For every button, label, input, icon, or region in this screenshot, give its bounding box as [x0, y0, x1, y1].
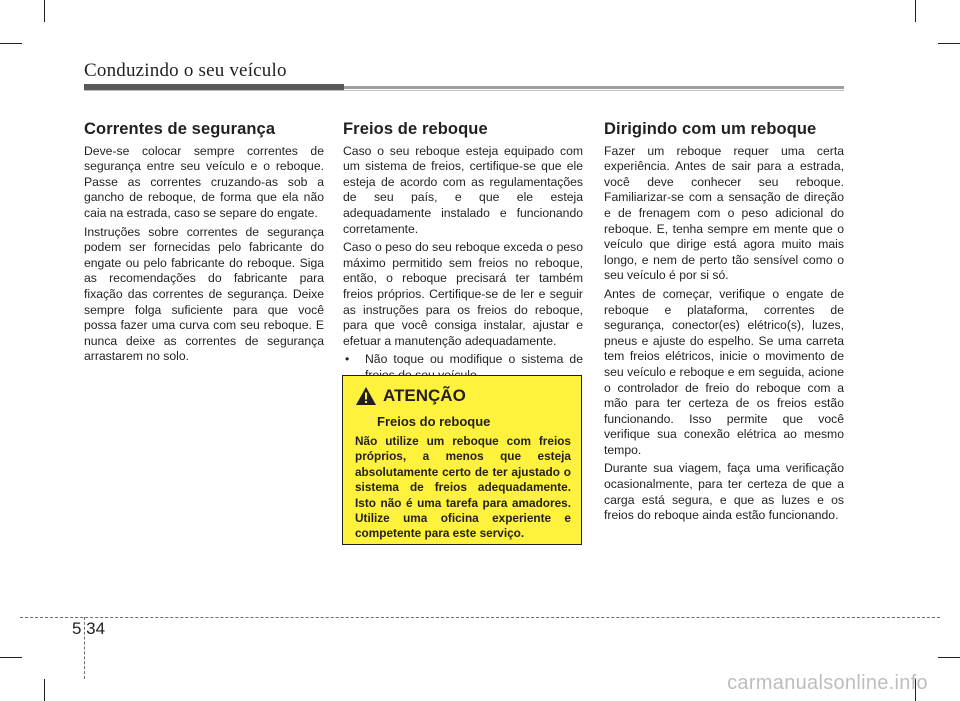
page-number: 5 34: [72, 619, 106, 638]
warning-triangle-icon: [355, 386, 377, 406]
warning-subtitle: Freios do reboque: [377, 414, 491, 429]
crop-mark: [0, 657, 22, 658]
section-heading: Freios de reboque: [343, 120, 488, 138]
paragraph: Durante sua viagem, faça uma verificação ocasionalmente, para ter certeza de que a carga está segura, e que as luzes e os freios do reboque ainda estão funcionando.: [604, 461, 844, 523]
column-middle: [343, 122, 583, 384]
header-rule: [84, 90, 844, 91]
section-heading: Dirigindo com um reboque: [604, 120, 817, 138]
page-header-title: Conduzindo o seu veículo: [84, 60, 287, 81]
paragraph: Caso o peso do seu reboque exceda o peso máximo permitido sem freios no reboque, então, o reboque precisará ter também freios próprios. Certifique-se de ler e seguir as instruções para os freios do reboque, para que você consiga instalar, ajustar e efetuar a manutenção adequadamente.: [343, 240, 583, 348]
paragraph: Antes de começar, verifique o engate de reboque e plataforma, correntes de segurança, conector(es) elétrico(s), luzes, pneus e ajuste do espelho. Se uma carreta tem freios elétricos, inicie o movimento de seu veículo e reboque e em seguida, acione o controlador de freio do reboque com a mão para ter certeza de os freios estão funcionando. Isso permite que você verifique sua conexão elétrica ao mesmo tempo.: [604, 286, 844, 457]
paragraph: Instruções sobre correntes de segurança podem ser fornecidas pelo fabricante do engate ou pelo fabricante do reboque. Siga as recomendações do fabricante para fixação das correntes de segurança. Deixe sempre folga suficiente para que você possa fazer uma curva com seu reboque. E nunca deixe as correntes de segurança arrastarem no solo.: [84, 224, 324, 364]
crop-mark: [0, 43, 22, 44]
warning-body: Não utilize um reboque com freios próprios, a menos que esteja absolutamente certo de ter ajustado o sistema de freios adequadamente. Isto não é uma tarefa para amadores. Utilize uma oficina experiente e competente para este serviço.: [355, 434, 571, 541]
crop-mark: [44, 0, 45, 22]
paragraph: Deve-se colocar sempre correntes de segurança entre seu veículo e o reboque. Passe as correntes cruzando-as sob a gancho de reboque, de forma que ela não caia na estrada, caso se separe do engate.: [84, 143, 324, 220]
warning-title: ATENÇÃO: [383, 386, 466, 405]
bullet-icon: •: [345, 352, 350, 367]
section-heading: Correntes de segurança: [84, 120, 276, 138]
crop-mark: [938, 657, 960, 658]
crop-mark: [938, 43, 960, 44]
paragraph: Fazer um reboque requer uma certa experiência. Antes de sair para a estrada, você deve conhecer seu reboque. Familiarizar-se com a sensação de direção e de frenagem com o peso adicional do reboque. E, tenha sempre em mente que o veículo que dirige está agora muito mais longo, e nem de perto tão sensível como o seu veículo é por si só.: [604, 143, 844, 283]
warning-header: [355, 386, 466, 406]
list-item-text: Não toque ou modifique o sistema de: [365, 352, 583, 367]
header-bar-thin: [344, 86, 844, 89]
warning-box: [342, 375, 582, 545]
crop-mark: [915, 0, 916, 22]
column-right: [604, 122, 844, 527]
column-left: [84, 122, 324, 368]
paragraph: Caso o seu reboque esteja equipado com um sistema de freios, certifique-se que ele esteja de acordo com as regulamentações de seu país, e que ele esteja adequadamente instalado e funcionando corretamente.: [343, 143, 583, 236]
footer-rule: [20, 617, 940, 618]
watermark: carmanualsonline.info: [727, 672, 928, 694]
crop-mark: [44, 679, 45, 701]
